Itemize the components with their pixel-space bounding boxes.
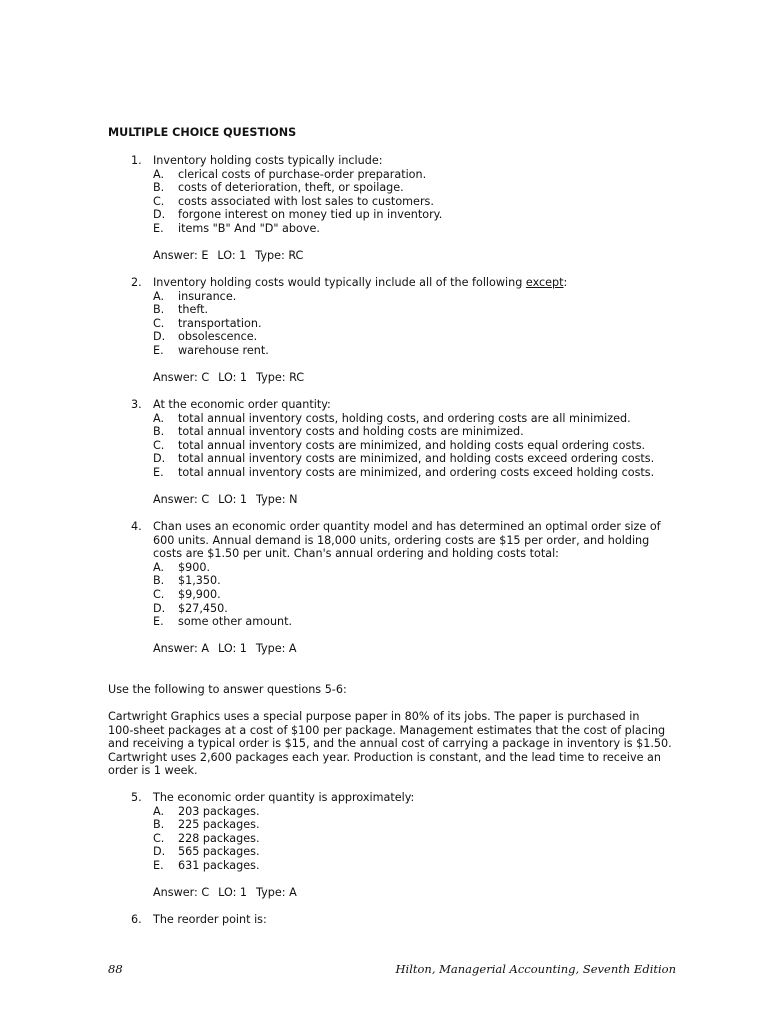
- question-type: Type: RC: [256, 371, 305, 385]
- options-list: [153, 561, 691, 629]
- learning-objective: LO: 1: [218, 493, 248, 507]
- option-letter: C.: [153, 194, 165, 208]
- scenario-line: order is 1 week.: [108, 764, 198, 778]
- answer-line: [153, 642, 691, 656]
- option-b: [153, 574, 691, 588]
- option-c: [153, 317, 691, 331]
- option-c: [153, 439, 691, 453]
- option-b: [153, 181, 691, 195]
- question-text: The economic order quantity is approximately:: [153, 791, 415, 804]
- option-text: total annual inventory costs and holding costs are minimized.: [178, 425, 524, 439]
- question-type: Type: A: [256, 886, 297, 900]
- question-type: Type: N: [256, 493, 298, 507]
- option-letter: D.: [153, 452, 166, 466]
- question-number: 1.: [131, 154, 142, 167]
- options-list: [153, 805, 691, 873]
- option-d: [153, 452, 691, 466]
- option-b: [153, 818, 691, 832]
- options-list: [153, 168, 691, 236]
- question-number: 4.: [131, 520, 142, 533]
- option-text: transportation.: [178, 316, 262, 330]
- option-text: 565 packages.: [178, 845, 260, 859]
- scenario-line: Cartwright uses 2,600 packages each year. Production is constant, and the lead time to receive an: [108, 750, 661, 764]
- option-letter: A.: [153, 560, 165, 574]
- option-letter: D.: [153, 601, 166, 615]
- options-list: [153, 290, 691, 358]
- section-heading: MULTIPLE CHOICE QUESTIONS: [108, 126, 297, 139]
- scenario-line: and receiving a typical order is $15, and the annual cost of carrying a package in inventory is $1.50.: [108, 737, 672, 751]
- question-text-line: costs are $1.50 per unit. Chan's annual ordering and holding costs total:: [153, 547, 559, 561]
- option-letter: C.: [153, 438, 165, 452]
- question-text-line: Chan uses an economic order quantity model and has determined an optimal order size of: [153, 520, 661, 533]
- option-d: [153, 330, 691, 344]
- option-text: some other amount.: [178, 615, 293, 629]
- option-a: [153, 168, 691, 182]
- option-text: 225 packages.: [178, 818, 260, 832]
- option-letter: D.: [153, 330, 166, 344]
- option-letter: E.: [153, 343, 164, 357]
- question-number: 3.: [131, 398, 142, 411]
- answer-line: [153, 493, 691, 507]
- option-text: total annual inventory costs are minimized, and holding costs exceed ordering costs.: [178, 452, 655, 466]
- option-text: costs associated with lost sales to customers.: [178, 194, 434, 208]
- question-type: Type: A: [255, 642, 297, 656]
- option-letter: A.: [153, 289, 165, 303]
- question-6: [131, 913, 691, 927]
- option-d: [153, 602, 691, 616]
- option-letter: E.: [153, 465, 164, 479]
- option-b: [153, 425, 691, 439]
- option-text: obsolescence.: [178, 330, 258, 344]
- option-text: total annual inventory costs are minimized, and holding costs equal ordering costs.: [178, 438, 646, 452]
- option-letter: B.: [153, 181, 165, 195]
- option-letter: A.: [153, 411, 165, 425]
- option-a: [153, 290, 691, 304]
- answer-value: Answer: C: [153, 371, 210, 385]
- question-text-start: Inventory holding costs would typically include all of the following: [153, 276, 526, 289]
- option-text: 203 packages.: [178, 804, 260, 818]
- option-text: $9,900.: [178, 587, 221, 601]
- answer-value: Answer: C: [153, 886, 210, 900]
- option-letter: B.: [153, 574, 165, 588]
- answer-value: Answer: E: [153, 249, 209, 263]
- answer-line: [153, 249, 691, 263]
- option-text: clerical costs of purchase-order preparation.: [178, 167, 427, 181]
- option-e: [153, 615, 691, 629]
- option-letter: B.: [153, 303, 165, 317]
- question-number: 6.: [131, 913, 142, 926]
- question-text-line: 600 units. Annual demand is 18,000 units, ordering costs are $15 per order, and holding: [153, 533, 650, 547]
- learning-objective: LO: 1: [217, 249, 247, 263]
- question-text: [153, 520, 691, 561]
- underlined-word: except: [525, 276, 564, 289]
- question-text-end: :: [563, 276, 568, 289]
- option-text: theft.: [178, 303, 209, 317]
- option-letter: A.: [153, 167, 165, 181]
- question-number: 2.: [131, 276, 142, 289]
- learning-objective: LO: 1: [218, 371, 248, 385]
- book-title: Hilton, Managerial Accounting, Seventh Edition: [395, 962, 676, 976]
- answer-line: [153, 371, 691, 385]
- question-4: [131, 520, 691, 656]
- option-text: 228 packages.: [178, 831, 260, 845]
- option-text: $900.: [178, 560, 211, 574]
- question-type: Type: RC: [255, 249, 304, 263]
- option-e: [153, 344, 691, 358]
- option-letter: B.: [153, 425, 165, 439]
- options-list: [153, 412, 691, 480]
- option-text: costs of deterioration, theft, or spoilage.: [178, 181, 404, 195]
- question-2: [131, 276, 691, 385]
- option-text: insurance.: [178, 289, 237, 303]
- option-e: [153, 466, 691, 480]
- option-text: warehouse rent.: [178, 343, 269, 357]
- page-number: 88: [108, 962, 123, 976]
- question-1: [131, 154, 691, 263]
- question-3: [131, 398, 691, 507]
- option-text: $27,450.: [178, 601, 228, 615]
- option-c: [153, 588, 691, 602]
- option-letter: E.: [153, 221, 164, 235]
- answer-value: Answer: A: [153, 642, 209, 656]
- learning-objective: LO: 1: [218, 642, 247, 656]
- option-letter: A.: [153, 804, 165, 818]
- option-e: [153, 859, 691, 873]
- option-text: $1,350.: [178, 574, 221, 588]
- option-d: [153, 845, 691, 859]
- answer-value: Answer: C: [153, 493, 210, 507]
- question-text: [153, 276, 691, 290]
- question-text: At the economic order quantity:: [153, 398, 331, 411]
- question-text: Inventory holding costs typically include:: [153, 154, 383, 167]
- question-number: 5.: [131, 791, 142, 804]
- option-a: [153, 805, 691, 819]
- learning-objective: LO: 1: [218, 886, 248, 900]
- option-letter: C.: [153, 316, 165, 330]
- option-letter: D.: [153, 208, 166, 222]
- option-text: items "B" And "D" above.: [178, 221, 320, 235]
- option-b: [153, 303, 691, 317]
- option-c: [153, 832, 691, 846]
- option-text: total annual inventory costs are minimized, and ordering costs exceed holding costs.: [178, 465, 655, 479]
- option-c: [153, 195, 691, 209]
- option-letter: E.: [153, 858, 164, 872]
- question-5: [131, 791, 691, 900]
- scenario-paragraph: [108, 710, 683, 778]
- scenario-line: 100-sheet packages at a cost of $100 per package. Management estimates that the cost of placing: [108, 723, 666, 737]
- option-d: [153, 208, 691, 222]
- option-letter: E.: [153, 615, 164, 629]
- option-letter: D.: [153, 845, 166, 859]
- answer-line: [153, 886, 691, 900]
- option-a: [153, 412, 691, 426]
- option-letter: C.: [153, 831, 165, 845]
- option-letter: B.: [153, 818, 165, 832]
- option-a: [153, 561, 691, 575]
- question-text: The reorder point is:: [153, 913, 267, 926]
- scenario-line: Cartwright Graphics uses a special purpose paper in 80% of its jobs. The paper is purchased in: [108, 710, 640, 723]
- option-text: forgone interest on money tied up in inventory.: [178, 208, 443, 222]
- question-group-intro: Use the following to answer questions 5-6:: [108, 683, 347, 696]
- option-e: [153, 222, 691, 236]
- option-text: total annual inventory costs, holding costs, and ordering costs are all minimized.: [178, 411, 631, 425]
- option-letter: C.: [153, 587, 165, 601]
- option-text: 631 packages.: [178, 858, 260, 872]
